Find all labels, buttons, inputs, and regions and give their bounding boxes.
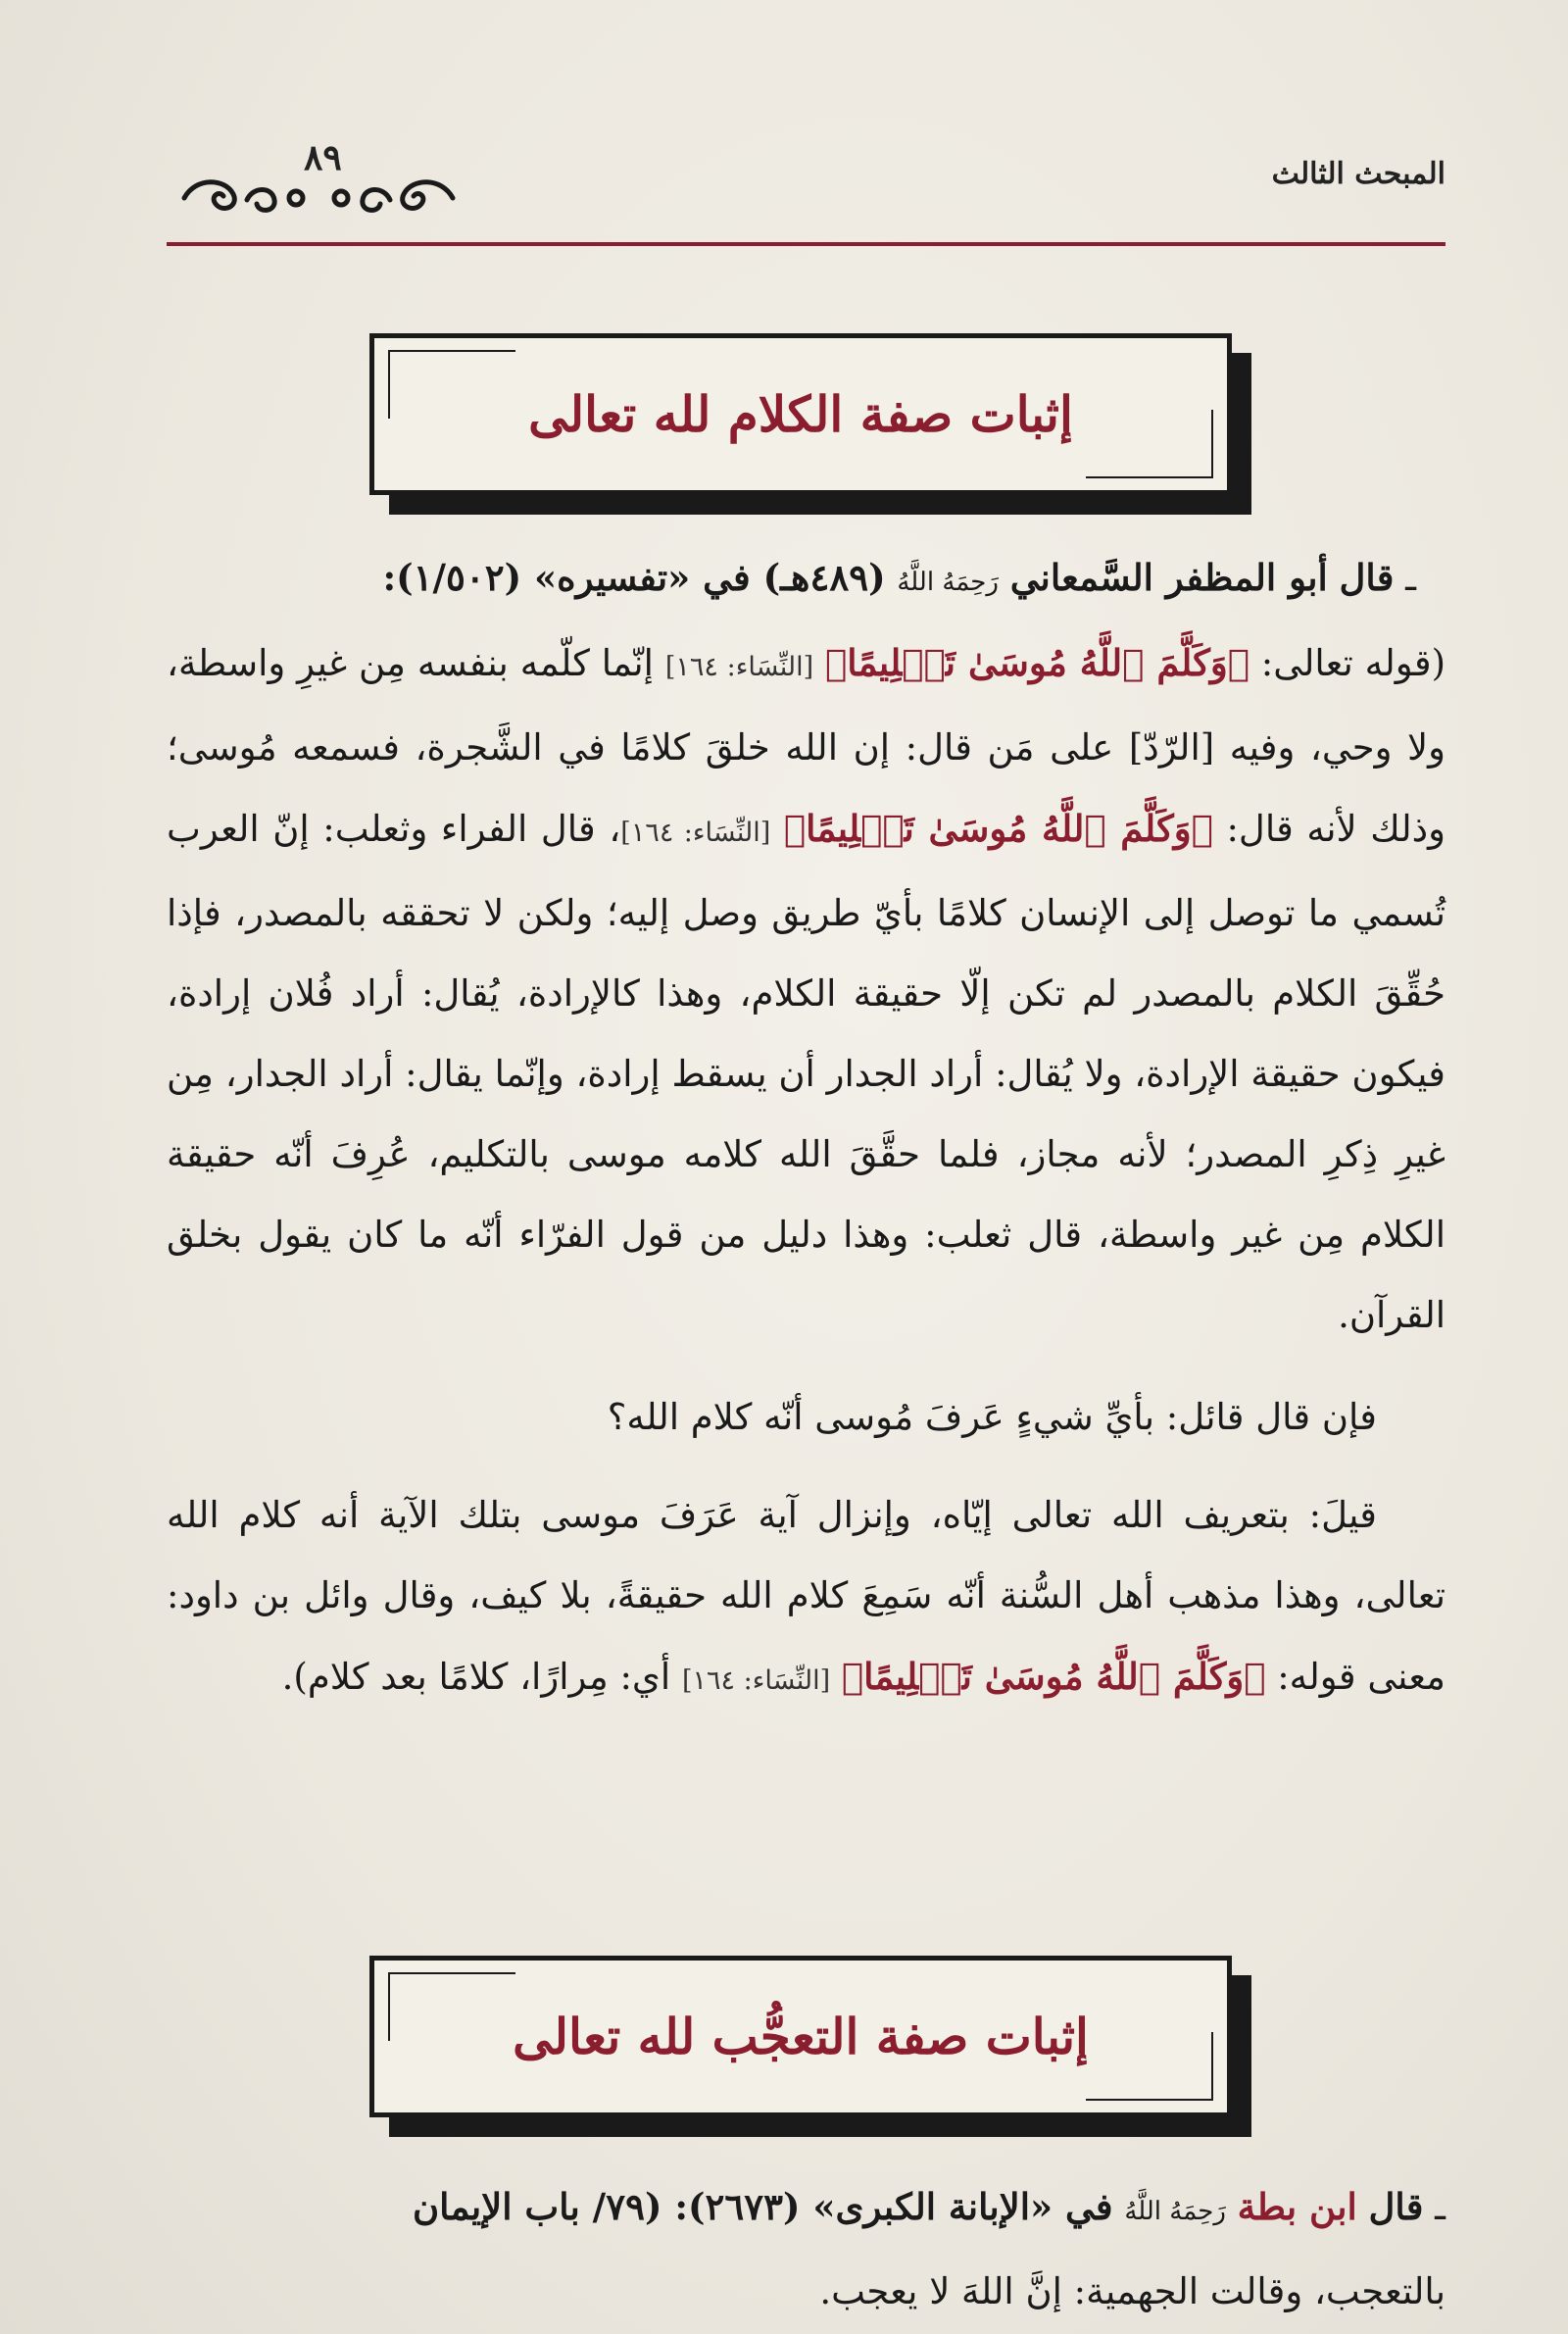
paragraph: فإن قال قائل: بأيِّ شيءٍ عَرفَ مُوسى أنّه كلام الله؟ bbox=[607, 1396, 1377, 1438]
section-title: إثبات صفة التعجُّب لله تعالى bbox=[513, 2008, 1089, 2065]
section-body bbox=[167, 537, 1446, 1721]
attribution-line: ـ قال أبو المظفر السَّمعاني رَحِمَهُ اللَّهُ (٤٨٩هـ) في «تفسيره» (١/٥٠٢): bbox=[382, 556, 1416, 599]
ornament-icon bbox=[176, 167, 461, 225]
page-number: ٨٩ bbox=[304, 137, 342, 178]
attribution-line: ـ قال ابن بطة رَحِمَهُ اللَّهُ في «الإبانة الكبرى» (٢٦٧٣): (٧٩/ باب الإيمان bbox=[413, 2185, 1446, 2228]
verse-reference: [النِّسَاء: ١٦٤] bbox=[681, 1665, 831, 1696]
paragraph: (قوله تعالى: ﴿وَكَلَّمَ ٱللَّهُ مُوسَىٰ تَكۡلِيمًا﴾ [النِّسَاء: ١٦٤] إنّما كلّمه بنفسه مِن غيرِ واسطة، ولا وحي، وفيه [الرّدّ] على مَن قال: إن الله خلقَ كلامًا في الشَّجرة، فسمعه مُوسى؛ وذلك لأنه قال: ﴿وَكَلَّمَ ٱللَّهُ مُوسَىٰ تَكۡلِيمًا﴾ [النِّسَاء: ١٦٤]، قال الفراء وثعلب: إنّ العرب تُسمي ما توصل إلى الإنسان كلامًا بأيّ طريق وصل إليه؛ ولكن لا تحققه بالمصدر، فإذا حُقِّقَ الكلام بالمصدر لم تكن إلّا حقيقة الكلام، وهذا كالإرادة، يُقال: أراد فُلان إرادة، فيكون حقيقة الإرادة، ولا يُقال: أراد الجدار أن يسقط إرادة، وإنّما يقال: أراد الجدار، مِن غيرِ ذِكرِ المصدر؛ لأنه مجاز، فلما حقَّقَ الله كلامه موسى بالتكليم، عُرِفَ أنّه حقيقة الكلام مِن غير واسطة، قال ثعلب: وهذا دليل من قول الفرّاء أنّه ما كان يقول بخلق القرآن. bbox=[167, 641, 1446, 1336]
page-header bbox=[167, 137, 1446, 250]
paragraph: قيلَ: بتعريف الله تعالى إيّاه، وإنزال آية عَرَفَ موسى بتلك الآية أنه كلام الله تعالى، وهذا مذهب أهل السُّنة أنّه سَمِعَ كلام الله حقيقةً، بلا كيف، وقال وائل بن داود: معنى قوله: ﴿وَكَلَّمَ ٱللَّهُ مُوسَىٰ تَكۡلِيمًا﴾ [النِّسَاء: ١٦٤] أي: مِرارًا، كلامًا بعد كلام). bbox=[167, 1494, 1446, 1698]
quran-verse: ﴿وَكَلَّمَ ٱللَّهُ مُوسَىٰ تَكۡلِيمًا﴾ bbox=[783, 807, 1213, 850]
header-divider bbox=[167, 242, 1446, 246]
quran-verse: ﴿وَكَلَّمَ ٱللَّهُ مُوسَىٰ تَكۡلِيمًا﴾ bbox=[841, 1655, 1266, 1698]
verse-reference: [النِّسَاء: ١٦٤] bbox=[664, 652, 814, 682]
section-title: إثبات صفة الكلام لله تعالى bbox=[528, 385, 1073, 443]
section-body bbox=[167, 2166, 1446, 2332]
verse-reference: [النِّسَاء: ١٦٤] bbox=[620, 818, 771, 848]
paragraph: بالتعجب، وقالت الجهمية: إنَّ اللهَ لا يعجب. bbox=[819, 2270, 1446, 2312]
chapter-title: المبحث الثالث bbox=[1271, 157, 1446, 191]
section-title-box bbox=[369, 333, 1232, 495]
section-title-box bbox=[369, 1956, 1232, 2117]
quran-verse: ﴿وَكَلَّمَ ٱللَّهُ مُوسَىٰ تَكۡلِيمًا﴾ bbox=[825, 641, 1250, 684]
